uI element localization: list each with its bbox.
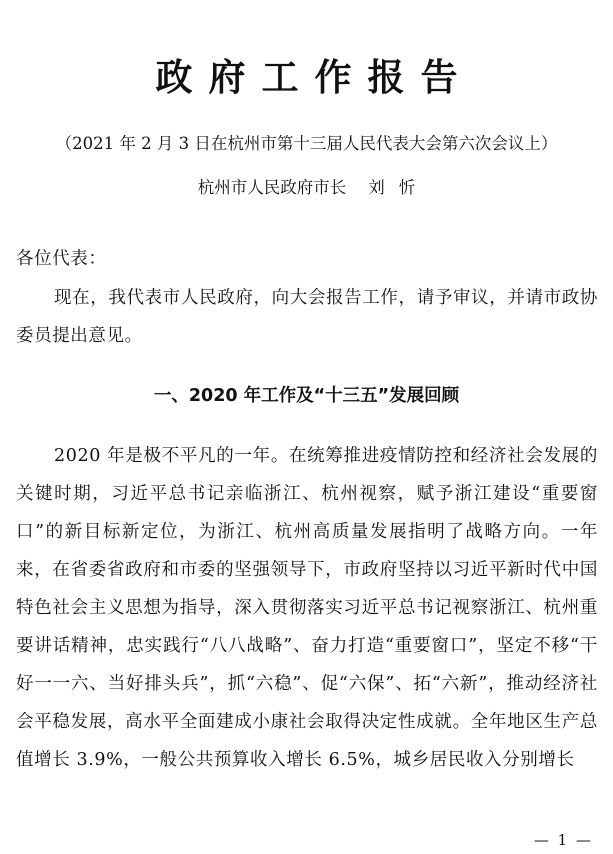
author-name-first: 刘 bbox=[368, 178, 385, 197]
document-subtitle: （2021 年 2 月 3 日在杭州市第十三届人民代表大会第六次会议上） bbox=[55, 134, 558, 153]
document-title: 政府工作报告 bbox=[155, 55, 474, 99]
body-paragraph: 2020 年是极不平凡的一年。在统筹推进疫情防控和经济社会发展的关键时期，习近平总书记亲临浙江、杭州视察，赋予浙江建设“重要窗口”的新目标新定位，为浙江、杭州高质量发展指明了战略方向。一年来，在省委省政府和市委的坚强领导下，市政府坚持以习近平新时代中国特色社会主义思想为指导，深入贯彻落实习近平总书记视察浙江、杭州重要讲话精神，忠实践行“八八战略”、奋力打造“重要窗口”，坚定不移“干好一一六、当好排头兵”，抓“六稳”、促“六保”、拓“六新”，推动经济社会平稳发展，高水平全面建成小康社会取得决定性成就。全年地区生产总值增长 3.9%，一般公共预算收入增长 6.5%，城乡居民收入分别增长 bbox=[16, 446, 598, 770]
page-number: — 1 — bbox=[533, 831, 593, 849]
author-title: 杭州市人民政府市长 bbox=[197, 178, 347, 197]
section-heading: 一、2020 年工作及“十三五”发展回顾 bbox=[153, 386, 460, 406]
author-line bbox=[0, 175, 613, 201]
author-name-last: 忻 bbox=[398, 178, 416, 197]
intro-paragraph: 现在，我代表市人民政府，向大会报告工作，请予审议，并请市政协委员提出意见。 bbox=[16, 288, 598, 346]
greeting: 各位代表： bbox=[16, 249, 107, 269]
